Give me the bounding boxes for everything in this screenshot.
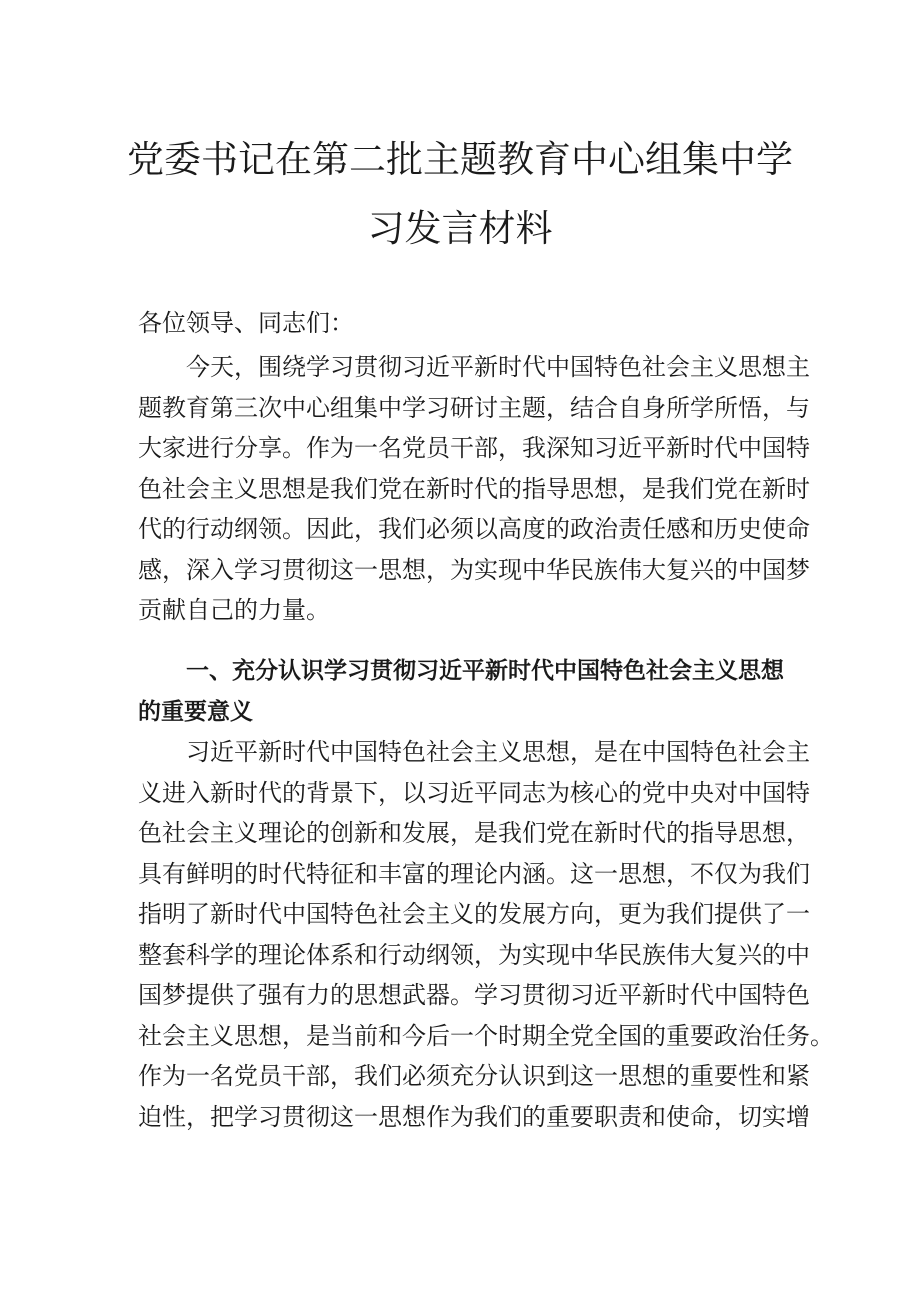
paragraph-line: 题教育第三次中心组集中学习研讨主题，结合自身所学所悟，与 (138, 393, 810, 422)
paragraph-line: 感，深入学习贯彻这一思想，为实现中华民族伟大复兴的中国梦 (138, 555, 810, 584)
paragraph-line: 色社会主义理论的创新和发展，是我们党在新时代的指导思想， (138, 819, 810, 847)
paragraph-line: 指明了新时代中国特色社会主义的发展方向，更为我们提供了一 (138, 900, 810, 928)
paragraph-line: 大家进行分享。作为一名党员干部，我深知习近平新时代中国特 (138, 434, 810, 462)
paragraph-line: 具有鲜明的时代特征和丰富的理论内涵。这一思想，不仅为我们 (138, 859, 810, 888)
document-title-line-1: 党委书记在第二批主题教育中心组集中学 (127, 138, 793, 181)
section-heading (138, 651, 784, 732)
paragraph-section-1 (138, 732, 834, 1137)
paragraph-line: 习近平新时代中国特色社会主义思想，是在中国特色社会主 (186, 738, 810, 766)
paragraph-line: 作为一名党员干部，我们必须充分认识到这一思想的重要性和紧 (138, 1062, 810, 1090)
paragraph-line: 今天，围绕学习贯彻习近平新时代中国特色社会主义思想主 (186, 353, 810, 381)
paragraph-line: 色社会主义思想是我们党在新时代的指导思想，是我们党在新时 (138, 474, 810, 503)
document-title-line-2: 习发言材料 (367, 207, 553, 250)
paragraph-line: 整套科学的理论体系和行动纲领，为实现中华民族伟大复兴的中 (138, 940, 810, 969)
paragraph-intro (138, 347, 810, 631)
section-heading-line: 一、充分认识学习贯彻习近平新时代中国特色社会主义思想 (186, 658, 784, 684)
paragraph-line: 社会主义思想，是当前和今后一个时期全党全国的重要政治任务。 (138, 1021, 834, 1050)
section-heading-line: 的重要意义 (138, 698, 253, 725)
paragraph-line: 贡献自己的力量。 (138, 596, 330, 624)
paragraph-line: 义进入新时代的背景下，以习近平同志为核心的党中央对中国特 (138, 778, 810, 807)
paragraph-line: 国梦提供了强有力的思想武器。学习贯彻习近平新时代中国特色 (138, 981, 810, 1009)
paragraph-line: 迫性，把学习贯彻这一思想作为我们的重要职责和使命，切实增 (138, 1102, 810, 1131)
paragraph-line: 代的行动纲领。因此，我们必须以高度的政治责任感和历史使命 (138, 515, 810, 543)
salutation: 各位领导、同志们： (138, 309, 354, 337)
